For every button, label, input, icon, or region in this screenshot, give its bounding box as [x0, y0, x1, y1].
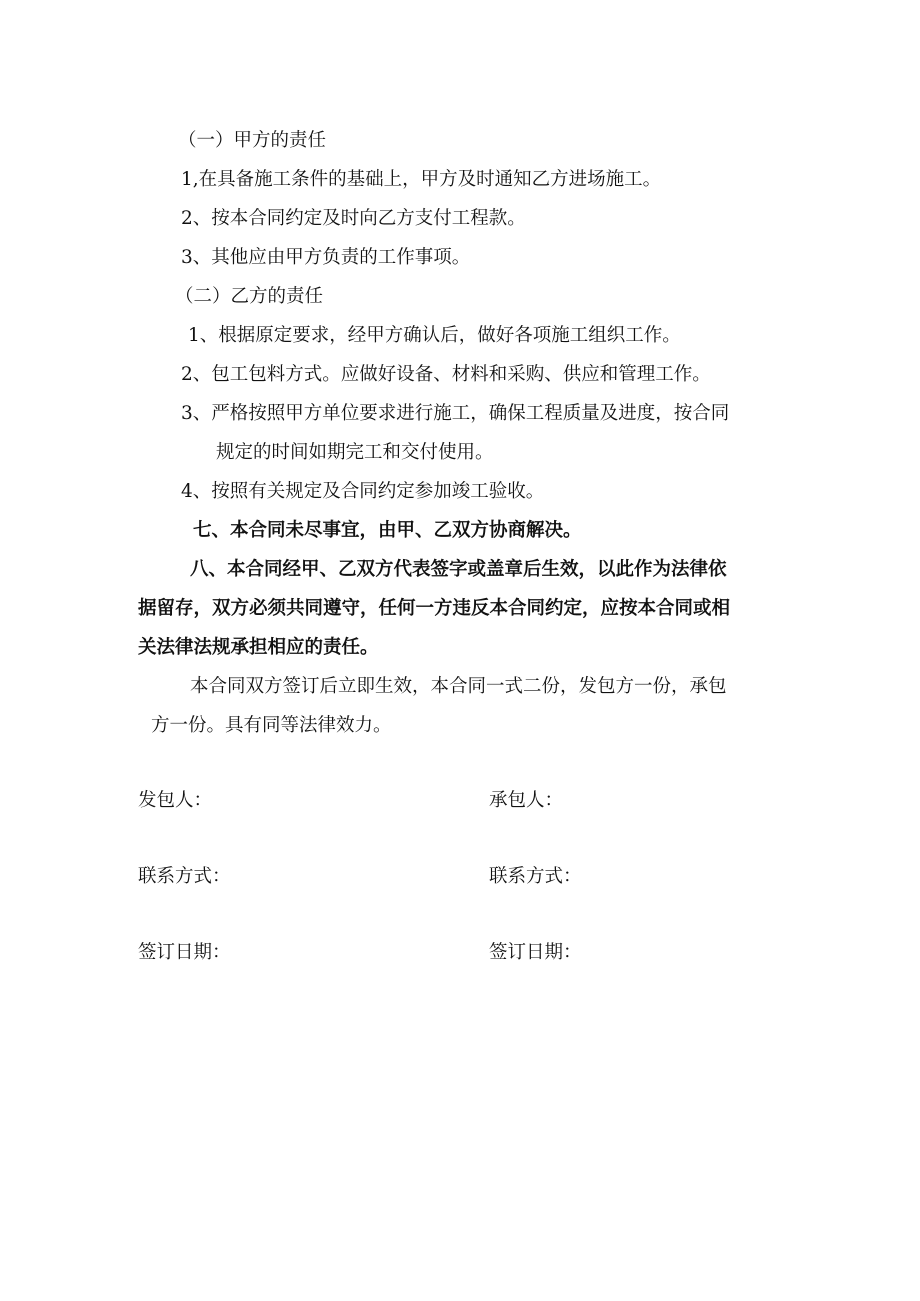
- employer-contact-label: 联系方式：: [138, 866, 231, 887]
- employer-date-label: 签订日期：: [138, 942, 231, 963]
- party-b-item-3: 3、严格按照甲方单位要求进行施工，确保工程质量及进度，按合同: [181, 403, 730, 424]
- clause-7: 七、本合同未尽事宜，由甲、乙双方协商解决。: [193, 520, 582, 541]
- party-b-heading: （二）乙方的责任: [175, 286, 324, 307]
- clause-8-line-2: 据留存，双方必须共同遵守，任何一方违反本合同约定，应按本合同或相: [138, 598, 731, 619]
- closing-line-1: 本合同双方签订后立即生效，本合同一式二份，发包方一份，承包: [190, 676, 727, 697]
- employer-label: 发包人：: [138, 790, 213, 811]
- party-a-heading: （一）甲方的责任: [178, 130, 327, 151]
- party-b-item-1: 1、根据原定要求，经甲方确认后，做好各项施工组织工作。: [188, 325, 681, 346]
- party-a-item-3: 3、其他应由甲方负责的工作事项。: [181, 247, 471, 268]
- contractor-contact-label: 联系方式：: [489, 866, 582, 887]
- party-b-item-3-continued: 规定的时间如期完工和交付使用。: [216, 442, 494, 463]
- closing-line-2: 方一份。具有同等法律效力。: [151, 715, 392, 736]
- clause-8-line-1: 八、本合同经甲、乙双方代表签字或盖章后生效，以此作为法律依: [190, 559, 727, 580]
- party-a-item-1: 1,在具备施工条件的基础上，甲方及时通知乙方进场施工。: [181, 169, 662, 190]
- contractor-date-label: 签订日期：: [489, 942, 582, 963]
- party-b-item-2: 2、包工包料方式。应做好设备、材料和采购、供应和管理工作。: [181, 364, 711, 385]
- party-a-item-2: 2、按本合同约定及时向乙方支付工程款。: [181, 208, 526, 229]
- clause-8-line-3: 关法律法规承担相应的责任。: [138, 637, 379, 658]
- party-b-item-4: 4、按照有关规定及合同约定参加竣工验收。: [181, 481, 545, 502]
- contractor-label: 承包人：: [489, 790, 564, 811]
